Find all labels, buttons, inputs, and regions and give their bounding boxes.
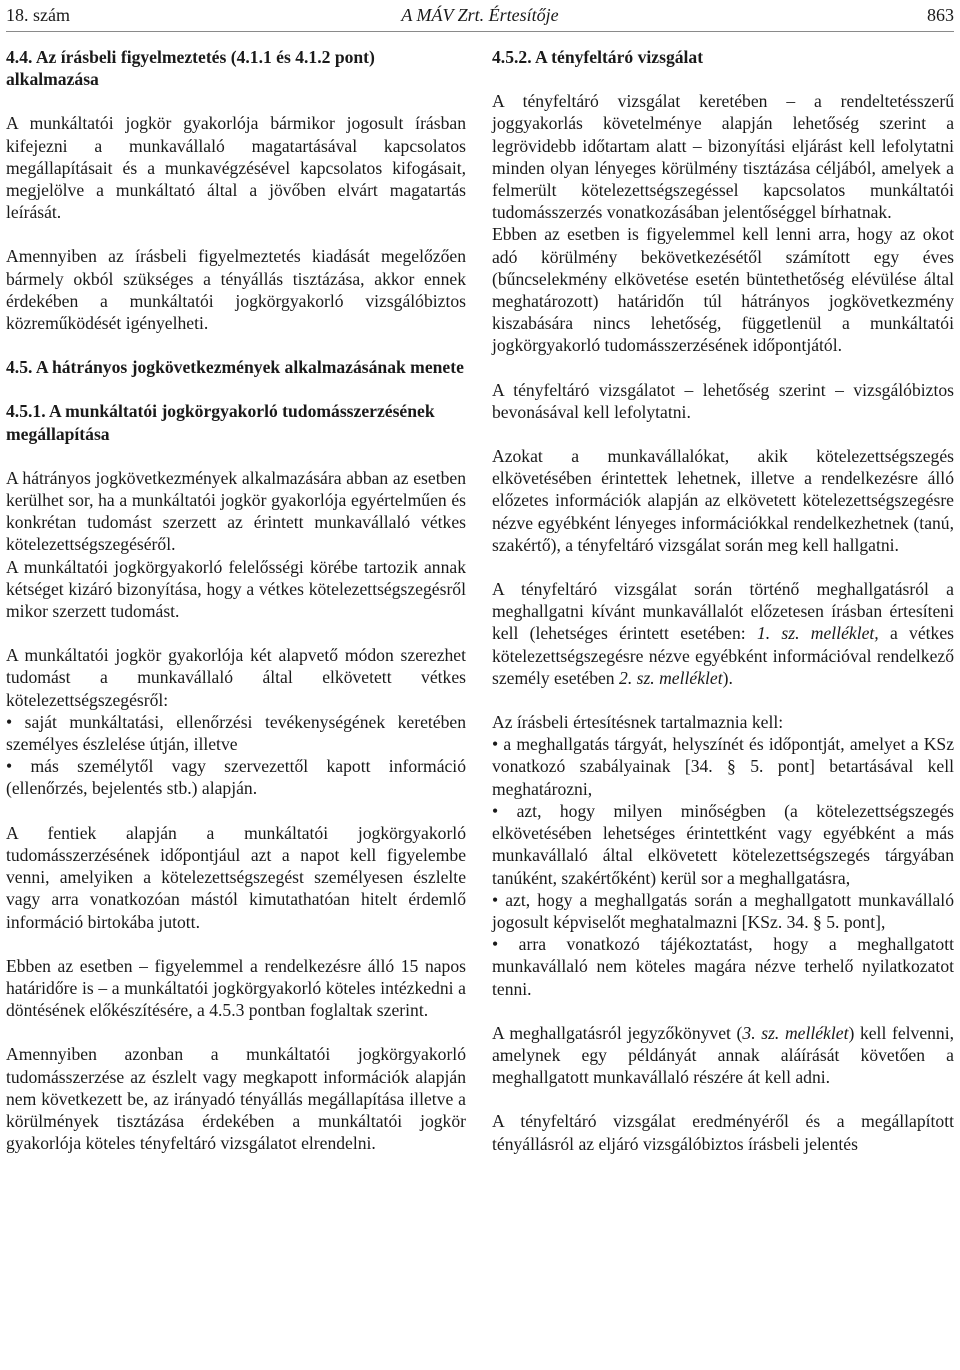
- header-rule: [6, 31, 954, 32]
- paragraph: Azokat a munkavállalókat, akik kötelezettségszegés elkövetésében érintettek lehetnek, illetve a rendelkezésre álló előzetes információk alapján az elkövetett kötelezettségszegésre nézve egyébként lényeges információkkal rendelkezhetnek (tanú, szakértő), a tényfeltáró vizsgálat során meg kell hallgatni.: [492, 446, 954, 555]
- paragraph: Ebben az esetben is figyelemmel kell lenni arra, hogy az okot adó körülmény bekövetkezésétől számított egy éves (bűncselekmény elkövetése esetén büntethetőség elévülése által meghatározott) határidőn túl hátrányos jogkövetkezmény kiszabására nincs lehetőség, függetlenül a munkáltatói jogkörgyakorló tudomásszerzésének időpontjától.: [492, 224, 954, 356]
- page-header: [6, 2, 954, 32]
- publication-title: A MÁV Zrt. Értesítője: [401, 5, 559, 25]
- section-heading-4-5-1: 4.5.1. A munkáltatói jogkörgyakorló tudomásszerzésének megállapítása: [6, 401, 435, 444]
- paragraph: A hátrányos jogkövetkezmények alkalmazására abban az esetben kerülhet sor, ha a munkáltatói jogkör gyakorlója egyértelműen és konkrétan tudomást szerzett az érintett munkavállaló vétkes kötelezettségszegéséről.: [6, 467, 466, 555]
- text-run: A tényfeltáró vizsgálat során történő meghallgatásról a meghallgatni kívánt munkavállalót előzetesen írásban értesíteni kell (lehetséges érintett esetében:: [492, 579, 954, 644]
- annex-reference: 2. sz. melléklet: [619, 667, 723, 688]
- paragraph: Ebben az esetben – figyelemmel a rendelkezésre álló 15 napos határidőre is – a munkáltatói jogkörgyakorló köteles intézkedni a döntésének előkészítésére, a 4.5.3 pontban foglaltak szerint.: [6, 955, 466, 1021]
- text-run: ).: [722, 667, 733, 688]
- issue-number: 18. szám: [6, 5, 70, 25]
- paragraph: Az írásbeli értesítésnek tartalmaznia kell:: [492, 712, 784, 733]
- text-run: a vétkes kötelezettségszegésre nézve egyébként információval rendelkező személy esetében: [492, 623, 954, 688]
- section-heading-4-5-2: 4.5.2. A tényfeltáró vizsgálat: [492, 47, 704, 67]
- paragraph: A munkáltatói jogkör gyakorlója két alapvető módon szerezhet tudomást a munkavállaló által elkövetett vétkes kötelezettségszegésről:: [6, 645, 466, 710]
- section-heading-4-5: 4.5. A hátrányos jogkövetkezmények alkalmazásának menete: [6, 357, 464, 378]
- paragraph: [492, 1022, 954, 1089]
- paragraph: [492, 578, 954, 689]
- paragraph: A tényfeltáró vizsgálat keretében – a rendeltetésszerű joggyakorlás követelménye alapján lehetőség szerint a legrövidebb időtartam alatt – bizonyítási eljárást kell lefolytatni minden olyan lényeges körülmény tisztázása céljából, amelyek a felmerült kötelezettségszegéssel kapcsolatos munkáltatói tudomásszerzés vonatkozásában jelentőséggel bírhatnak.: [492, 91, 954, 223]
- paragraph: A fentiek alapján a munkáltatói jogkörgyakorló tudomásszerzésének időpontjául azt a napot kell figyelembe venni, amelyiken a kötelezettségszegést személyesen észlelte vagy arra vonatkozóan mástól kimutathatóan hitelt érdemlő információ birtokába jutott.: [6, 822, 466, 932]
- bullet-item: • saját munkáltatási, ellenőrzési tevékenységének keretében személyes észlelése útján, illetve: [6, 711, 466, 755]
- paragraph: A tényfeltáró vizsgálatot – lehetőség szerint – vizsgálóbiztos bevonásával kell lefolytatni.: [492, 379, 954, 422]
- left-column: [6, 46, 466, 1176]
- bullet-item: • azt, hogy a meghallgatás során a meghallgatott munkavállaló jogosult képviselőt meghatalmazni [KSz. 34. § 5. pont],: [492, 889, 954, 932]
- right-column: [492, 46, 954, 1177]
- text-run: A meghallgatásról jegyzőkönyvet (: [492, 1022, 743, 1043]
- paragraph: A munkáltatói jogkörgyakorló felelősségi körébe tartozik annak kétséget kizáró bizonyítása, hogy a vétkes kötelezettségszegésről mikor szerzett tudomást.: [6, 556, 466, 622]
- annex-reference: 3. sz. melléklet: [742, 1022, 849, 1043]
- bullet-item: • a meghallgatás tárgyát, helyszínét és időpontját, amelyet a KSz vonatkozó szabályainak [34. § 5. pont] betartásával kell meghatározni,: [492, 734, 954, 799]
- text-run: ) kell felvenni, amelynek egy példányát annak aláírását követően a meghallgatott munkavállaló részére át kell adni.: [492, 1022, 955, 1088]
- paragraph: A munkáltatói jogkör gyakorlója bármikor jogosult írásban kifejezni a munkavállaló magatartásával kapcsolatos megállapításait és a munkavégzésével kapcsolatos kifogásait, megjelölve a munkáltató által a jövőben elvárt magatartás leírását.: [6, 113, 466, 223]
- paragraph: Amennyiben az írásbeli figyelmeztetés kiadását megelőzően bármely okból szükséges a tényállás tisztázása, akkor ennek érdekében a munkáltatói jogkörgyakorló vizsgálóbiztos közreműködését igényelheti.: [6, 246, 466, 334]
- section-heading-4-4: 4.4. Az írásbeli figyelmeztetés (4.1.1 és 4.1.2 pont) alkalmazása: [6, 47, 375, 90]
- page-number: 863: [927, 5, 954, 25]
- bullet-item: • azt, hogy milyen minőségben (a kötelezettségszegés elkövetésében lehetséges érintettként vagy egyébként a más munkavállaló által elkövetett kötelezettségszegés tárgyában tanúként, szakértőként) kerül sor a meghallgatásra,: [492, 800, 954, 888]
- annex-reference: 1. sz. melléklet,: [756, 623, 879, 644]
- paragraph: A tényfeltáró vizsgálat eredményéről és a megállapított tényállásról az eljáró vizsgálóbiztos írásbeli jelentés: [492, 1111, 954, 1154]
- bullet-item: • arra vonatkozó tájékoztatást, hogy a meghallgatott munkavállaló nem köteles magára nézve terhelő nyilatkozatot tenni.: [492, 934, 954, 999]
- paragraph: Amennyiben azonban a munkáltatói jogkörgyakorló tudomásszerzése az észlelt vagy megkapott információk alapján nem következett be, az irányadó tényállás megállapítása illetve a körülmények tisztázása érdekében a munkáltatói jogkör gyakorlója köteles tényfeltáró vizsgálatot elrendelni.: [6, 1044, 466, 1154]
- bullet-item: • más személytől vagy szervezettől kapott információ (ellenőrzés, bejelentés stb.) alapján.: [6, 756, 466, 799]
